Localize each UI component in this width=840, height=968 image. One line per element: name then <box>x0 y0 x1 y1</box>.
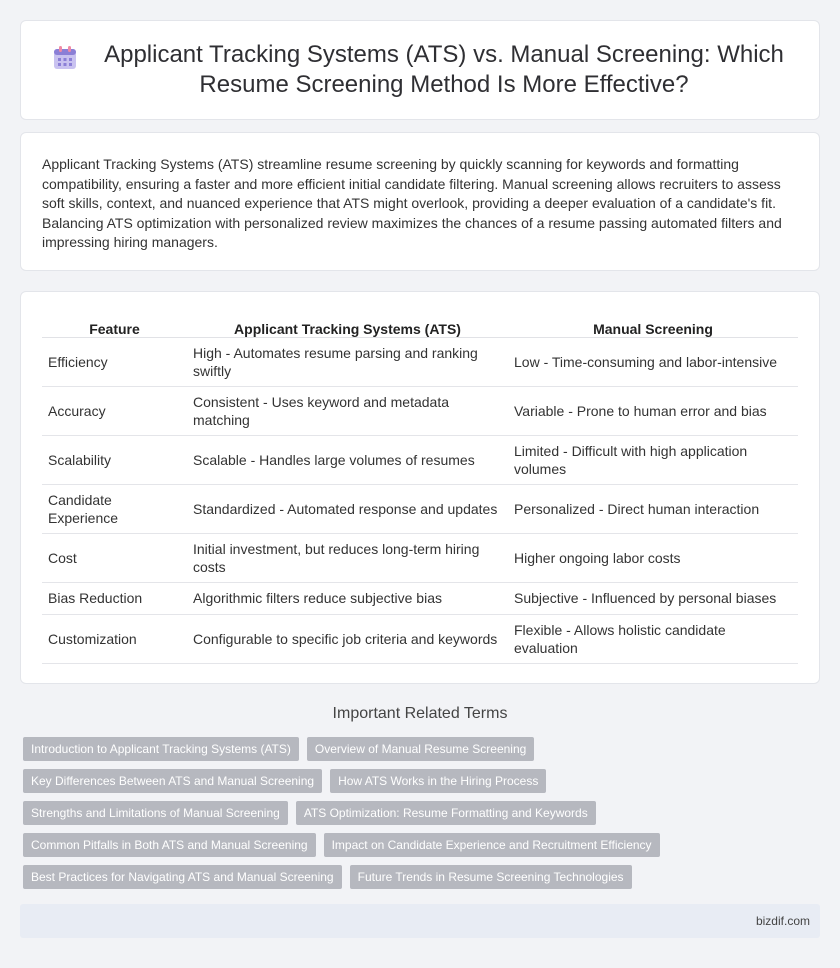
manual-cell: Subjective - Influenced by personal biases <box>508 582 798 614</box>
site-name[interactable]: bizdif.com <box>755 914 810 928</box>
related-term-tag[interactable]: Strengths and Limitations of Manual Screening <box>23 801 288 825</box>
column-header-feature: Feature <box>42 312 187 337</box>
calendar-icon <box>51 44 79 72</box>
table-row <box>42 582 798 614</box>
feature-cell: Customization <box>42 614 187 663</box>
comparison-table <box>42 312 798 664</box>
table-row <box>42 435 798 484</box>
title-wrap <box>21 40 819 100</box>
table-row <box>42 337 798 386</box>
column-header-ats: Applicant Tracking Systems (ATS) <box>187 312 508 337</box>
table-row <box>42 386 798 435</box>
related-term-tag[interactable]: Best Practices for Navigating ATS and Manual Screening <box>23 865 342 889</box>
related-term-tag[interactable]: How ATS Works in the Hiring Process <box>330 769 546 793</box>
related-term-tag[interactable]: Introduction to Applicant Tracking Systems (ATS) <box>23 737 299 761</box>
footer <box>20 904 820 938</box>
feature-cell: Efficiency <box>42 337 187 386</box>
table-header-row <box>42 312 798 337</box>
manual-cell: Flexible - Allows holistic candidate evaluation <box>508 614 798 663</box>
manual-cell: Variable - Prone to human error and bias <box>508 386 798 435</box>
related-term-tag[interactable]: Key Differences Between ATS and Manual Screening <box>23 769 322 793</box>
feature-cell: Bias Reduction <box>42 582 187 614</box>
related-terms-list <box>23 737 823 897</box>
feature-cell: Accuracy <box>42 386 187 435</box>
intro-card <box>20 132 820 271</box>
manual-cell: Higher ongoing labor costs <box>508 533 798 582</box>
table-row <box>42 614 798 663</box>
manual-cell: Low - Time-consuming and labor-intensive <box>508 337 798 386</box>
related-terms-heading: Important Related Terms <box>332 705 508 722</box>
feature-cell: Cost <box>42 533 187 582</box>
related-term-tag[interactable]: ATS Optimization: Resume Formatting and Keywords <box>296 801 596 825</box>
ats-cell: Scalable - Handles large volumes of resumes <box>187 435 508 484</box>
ats-cell: High - Automates resume parsing and ranking swiftly <box>187 337 508 386</box>
manual-cell: Limited - Difficult with high application volumes <box>508 435 798 484</box>
ats-cell: Initial investment, but reduces long-term hiring costs <box>187 533 508 582</box>
ats-cell: Standardized - Automated response and updates <box>187 484 508 533</box>
related-term-tag[interactable]: Overview of Manual Resume Screening <box>307 737 534 761</box>
page-title: Applicant Tracking Systems (ATS) vs. Manual Screening: Which Resume Screening Method Is More Effective? <box>104 41 784 98</box>
feature-cell: Candidate Experience <box>42 484 187 533</box>
related-term-tag[interactable]: Common Pitfalls in Both ATS and Manual Screening <box>23 833 316 857</box>
title-card <box>20 20 820 120</box>
ats-cell: Consistent - Uses keyword and metadata matching <box>187 386 508 435</box>
comparison-card <box>20 291 820 684</box>
ats-cell: Configurable to specific job criteria and keywords <box>187 614 508 663</box>
manual-cell: Personalized - Direct human interaction <box>508 484 798 533</box>
intro-paragraph: Applicant Tracking Systems (ATS) streamline resume screening by quickly scanning for keywords and formatting compatibility, ensuring a faster and more efficient initial candidate filtering. Manual screening allows recruiters to assess soft skills, context, and nuanced experience that ATS might overlook, providing a deeper evaluation of a candidate's fit. Balancing ATS optimization with personalized review maximizes the chances of a resume passing automated filters and impressing hiring managers. <box>42 156 782 250</box>
ats-cell: Algorithmic filters reduce subjective bias <box>187 582 508 614</box>
table-row <box>42 484 798 533</box>
table-row <box>42 533 798 582</box>
column-header-manual: Manual Screening <box>508 312 798 337</box>
feature-cell: Scalability <box>42 435 187 484</box>
related-term-tag[interactable]: Future Trends in Resume Screening Technologies <box>350 865 632 889</box>
related-term-tag[interactable]: Impact on Candidate Experience and Recruitment Efficiency <box>324 833 660 857</box>
